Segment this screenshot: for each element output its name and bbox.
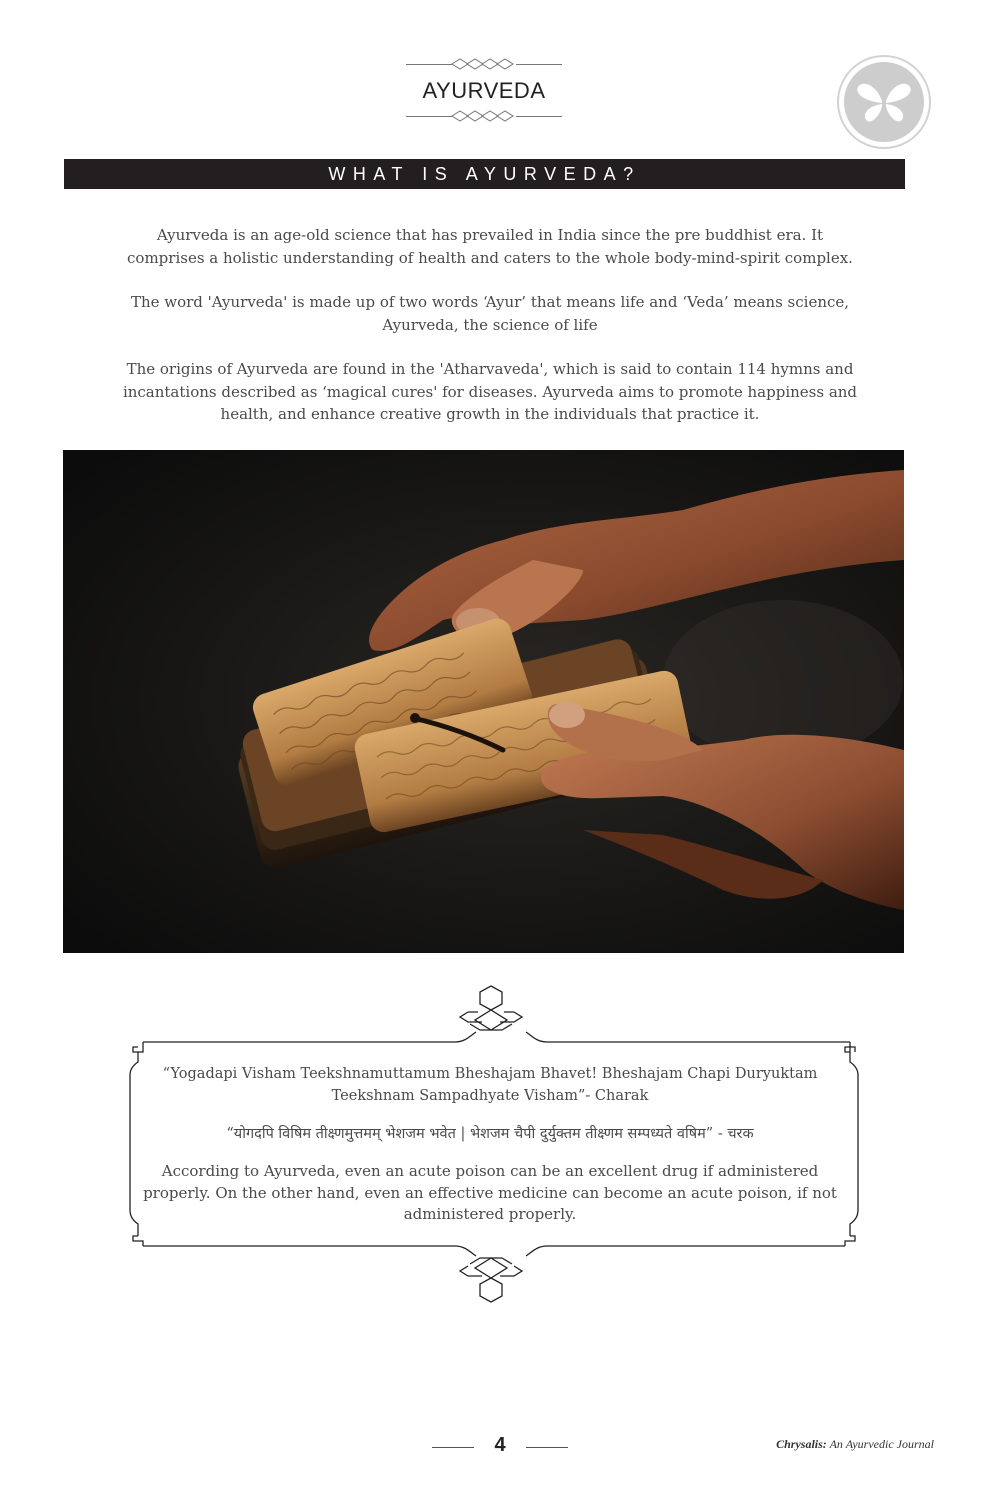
header-top-rule-right <box>516 64 562 65</box>
journal-name: Chrysalis: <box>776 1437 827 1451</box>
quote-transliteration: “Yogadapi Visham Teekshnamuttamum Bheshajam Bhavet! Bheshajam Chapi Duryuktam Teekshnam Sampadhyate Visham”- Charak <box>162 1066 818 1104</box>
header-top-rule-left <box>406 64 452 65</box>
header-bottom-rule-right <box>516 116 562 117</box>
page-number: 4 <box>494 1434 506 1456</box>
top-hexagon <box>480 986 502 1010</box>
journal-subtitle: An Ayurvedic Journal <box>829 1437 934 1451</box>
section-banner <box>64 159 905 189</box>
header-bottom-rule-left <box>406 116 452 117</box>
footer-rule-right <box>526 1447 568 1448</box>
header-top-ornament-icon <box>450 58 518 70</box>
section-title: AYURVEDA <box>422 78 546 103</box>
intro-text <box>120 224 860 448</box>
butterfly-icon <box>836 54 932 150</box>
banner-title: WHAT IS AYURVEDA? <box>328 164 641 184</box>
footer-rule-left <box>432 1447 474 1448</box>
intro-paragraph: The word 'Ayurveda' is made up of two words ‘Ayur’ that means life and ‘Veda’ means science, Ayurveda, the science of life <box>130 293 850 334</box>
header-bottom-ornament-icon <box>450 110 518 122</box>
manuscript-illustration <box>63 450 904 953</box>
intro-paragraph: Ayurveda is an age-old science that has prevailed in India since the pre buddhist era. It comprises a holistic understanding of health and caters to the whole body-mind-spirit complex. <box>127 226 853 267</box>
journal-title <box>776 1437 934 1452</box>
quote-explanation: According to Ayurveda, even an acute poison can be an excellent drug if administered properly. On the other hand, even an effective medicine can become an acute poison, if not administered properly. <box>143 1162 837 1223</box>
intro-paragraph: The origins of Ayurveda are found in the 'Atharvaveda', which is said to contain 114 hymns and incantations described as ‘magical cures' for diseases. Ayurveda aims to promote happiness and health, and enhance creative growth in the individuals that practice it. <box>122 360 858 423</box>
manuscript-photo <box>63 450 904 953</box>
quote-block <box>140 1063 840 1242</box>
bottom-hexagon <box>480 1278 502 1302</box>
quote-devanagari: “योगदपि विषिम तीक्ष्णमुत्तमम् भेशजम भवेत | भेशजम चैपी दुर्युक्तम तीक्ष्णम सम्पध्यते वषिम” - चरक <box>226 1126 754 1142</box>
